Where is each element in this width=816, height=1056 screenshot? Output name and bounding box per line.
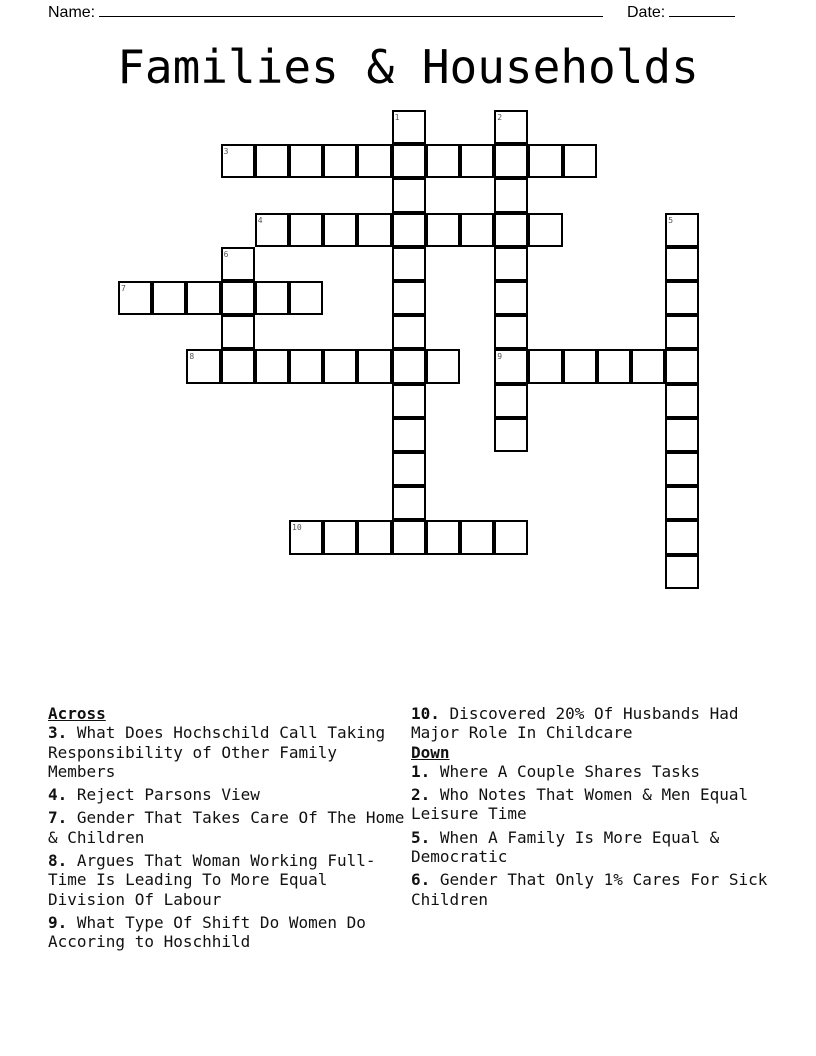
grid-cell[interactable] [323, 349, 357, 383]
grid-cell[interactable] [392, 486, 426, 520]
grid-cell[interactable] [392, 281, 426, 315]
grid-cell[interactable] [460, 144, 494, 178]
grid-cell[interactable] [494, 213, 528, 247]
grid-cell[interactable] [357, 144, 391, 178]
grid-cell[interactable] [631, 349, 665, 383]
clue-down-2 [411, 785, 791, 824]
grid-cell[interactable] [494, 315, 528, 349]
grid-cell[interactable] [665, 418, 699, 452]
grid-cell[interactable] [426, 213, 460, 247]
grid-cell[interactable] [665, 555, 699, 589]
grid-cell[interactable] [563, 349, 597, 383]
grid-cell[interactable] [392, 520, 426, 554]
grid-cell[interactable] [426, 144, 460, 178]
date-label: Date: [627, 4, 666, 21]
grid-cell[interactable] [152, 281, 186, 315]
grid-cell[interactable] [221, 349, 255, 383]
grid-cell[interactable] [392, 213, 426, 247]
puzzle-title: Families & Households [117, 40, 699, 94]
down-heading: Down [411, 742, 450, 762]
grid-cell[interactable] [392, 315, 426, 349]
grid-cell[interactable] [392, 349, 426, 383]
grid-cell[interactable] [357, 349, 391, 383]
cell-number-1: 1 [394, 113, 400, 122]
name-label: Name: [48, 4, 96, 21]
grid-cell[interactable] [392, 418, 426, 452]
cell-number-6: 6 [223, 249, 229, 259]
clue-down-6 [411, 870, 791, 909]
grid-cell[interactable] [665, 384, 699, 418]
clue-number: 6. [411, 870, 431, 890]
clue-down-5 [411, 828, 791, 867]
grid-cell[interactable] [665, 349, 699, 383]
clues-left-column [48, 704, 410, 956]
clue-across-8 [48, 851, 410, 909]
clue-across-9 [48, 913, 410, 952]
grid-cell[interactable] [289, 281, 323, 315]
cell-number-3: 3 [223, 147, 229, 157]
clue-number: 8. [48, 851, 68, 871]
grid-cell[interactable] [289, 213, 323, 247]
grid-cell[interactable] [494, 384, 528, 418]
grid-cell[interactable] [665, 315, 699, 349]
grid-cell[interactable] [186, 281, 220, 315]
clue-number: 3. [48, 723, 68, 743]
grid-cell[interactable] [528, 213, 562, 247]
grid-cell[interactable] [597, 349, 631, 383]
clue-number: 4. [48, 785, 68, 805]
grid-cell[interactable] [426, 349, 460, 383]
grid-cell[interactable] [528, 144, 562, 178]
grid-cell[interactable] [494, 281, 528, 315]
grid-cell[interactable] [392, 452, 426, 486]
clue-number: 7. [48, 808, 68, 828]
cell-number-7: 7 [121, 284, 126, 293]
clue-text: Gender That Only 1% Cares For Sick Children [411, 870, 768, 909]
grid-cell[interactable] [460, 213, 494, 247]
grid-cell[interactable] [255, 281, 289, 315]
cell-number-10: 10 [292, 523, 302, 533]
clue-number: 10. [411, 704, 440, 723]
grid-cell[interactable] [665, 520, 699, 554]
clue-text: Where A Couple Shares Tasks [439, 761, 700, 781]
grid-cell[interactable] [494, 247, 528, 281]
grid-cell[interactable] [563, 144, 597, 178]
grid-cell[interactable] [494, 520, 528, 554]
clue-text: Gender That Takes Care Of The Home & Children [48, 808, 405, 847]
cell-number-9: 9 [497, 352, 503, 362]
grid-cell[interactable] [392, 247, 426, 281]
grid-cell[interactable] [357, 213, 391, 247]
grid-cell[interactable] [426, 520, 460, 554]
clue-number: 9. [48, 912, 68, 932]
across-heading: Across [48, 704, 106, 723]
grid-cell[interactable] [323, 520, 357, 554]
clue-number: 5. [411, 827, 431, 847]
clue-across-3 [48, 723, 410, 781]
grid-cell[interactable] [357, 520, 391, 554]
grid-cell[interactable] [323, 144, 357, 178]
grid-cell[interactable] [289, 144, 323, 178]
cell-number-2: 2 [497, 113, 503, 122]
clue-number: 2. [411, 785, 431, 805]
grid-cell[interactable] [255, 144, 289, 178]
clues-right-column [411, 704, 791, 913]
grid-cell[interactable] [528, 349, 562, 383]
clue-across-4 [48, 785, 410, 804]
grid-cell[interactable] [665, 486, 699, 520]
grid-cell[interactable] [665, 452, 699, 486]
grid-cell[interactable] [392, 178, 426, 212]
cell-number-5: 5 [668, 215, 674, 225]
grid-cell[interactable] [392, 144, 426, 178]
grid-cell[interactable] [494, 144, 528, 178]
grid-cell[interactable] [665, 281, 699, 315]
clue-across-10 [411, 704, 791, 743]
clue-number: 1. [411, 761, 431, 781]
grid-cell[interactable] [392, 384, 426, 418]
grid-cell[interactable] [323, 213, 357, 247]
clue-text: Argues That Woman Working Full-Time Is Leading To More Equal Division Of Labour [48, 851, 376, 909]
grid-cell[interactable] [460, 520, 494, 554]
clue-across-7 [48, 808, 410, 847]
clue-text: Reject Parsons View [76, 785, 260, 805]
grid-cell[interactable] [221, 315, 255, 349]
clue-down-1 [411, 762, 791, 781]
clue-text: Discovered 20% Of Husbands Had Major Role In Childcare [411, 704, 739, 743]
clue-text: What Does Hochschild Call Taking Responsibility of Other Family Members [48, 723, 386, 781]
grid-cell[interactable] [221, 281, 255, 315]
cell-number-4: 4 [257, 215, 263, 225]
grid-cell[interactable] [665, 247, 699, 281]
clue-text: When A Family Is More Equal & Democratic [411, 827, 720, 867]
grid-cell[interactable] [289, 349, 323, 383]
cell-number-8: 8 [189, 352, 195, 362]
grid-cell[interactable] [494, 178, 528, 212]
clue-text: What Type Of Shift Do Women Do Accoring to Hoschhild [48, 912, 366, 952]
grid-cell[interactable] [255, 349, 289, 383]
grid-cell[interactable] [494, 418, 528, 452]
clue-text: Who Notes That Women & Men Equal Leisure Time [411, 785, 749, 824]
